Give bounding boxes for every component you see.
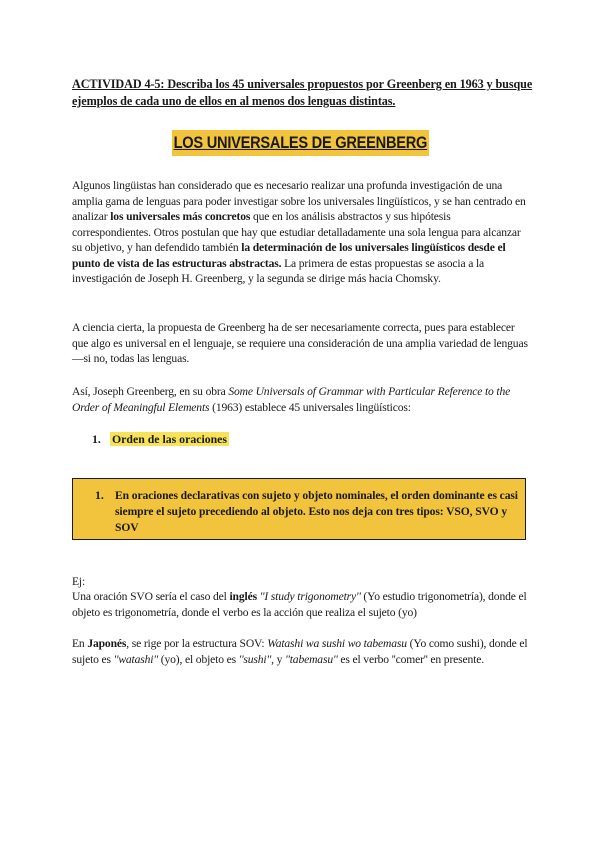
- box-number: 1.: [95, 488, 104, 502]
- italic-span: ''sushi'': [238, 652, 272, 666]
- box-text: En oraciones declarativas con sujeto y objeto nominales, el orden dominante es casi siempre el sujeto precediendo al objeto. Esto nos deja con tres tipos: VSO, SVO y SOV: [115, 489, 518, 534]
- example-label: Ej:: [72, 575, 86, 588]
- bold-span: los universales más concretos: [110, 210, 251, 223]
- text-span: Una oración SVO sería el caso del: [72, 590, 230, 603]
- numbered-list-item: [92, 431, 229, 447]
- universal-callout-box: [72, 478, 526, 540]
- text-span: (1963) establece 45 universales lingüísticos:: [209, 400, 411, 414]
- text-span: Así, Joseph Greenberg, en su obra: [72, 385, 229, 398]
- list-label: Orden de las oraciones: [112, 432, 228, 446]
- bold-span: la determinación de los universales lingüísticos desde el punto de vista de las estructuras abstractas.: [72, 241, 506, 270]
- list-number: 1.: [92, 432, 101, 446]
- english-example-paragraph: [72, 589, 532, 620]
- intro-paragraph: [72, 178, 532, 287]
- text-span: (Yo como sushi), donde el sujeto es: [72, 637, 528, 666]
- text-span: es el verbo ''comer'' en presente.: [337, 652, 484, 666]
- italic-span: ''I study trigonometry'': [259, 590, 361, 603]
- text-span: En: [72, 637, 88, 650]
- text-span: (yo), el objeto es: [158, 652, 239, 666]
- document-title: LOS UNIVERSALES DE GREENBERG: [172, 130, 429, 156]
- third-paragraph: [72, 384, 532, 415]
- italic-span: ''tabemasu'': [285, 652, 338, 666]
- second-paragraph: A ciencia cierta, la propuesta de Greenberg ha de ser necesariamente correcta, pues para establecer que algo es universal en el lenguaje, se requiere una consideración de una amplia variedad de lenguas—si no, todas las lenguas.: [72, 321, 528, 365]
- text-span: Algunos lingüistas han considerado que es necesario realizar una profunda investigación de una amplia gama de lenguas para poder investigar sobre los universales lingüísticos, y se han centrado en analizar: [72, 179, 526, 223]
- japanese-example-paragraph: [72, 636, 532, 667]
- text-span: , se rige por la estructura SOV:: [126, 637, 268, 650]
- italic-title-span: Some Universals of Grammar with Particular Reference to the Order of Meaningful Elements: [72, 385, 511, 414]
- bold-span: inglés: [229, 590, 257, 603]
- text-span: (Yo estudio trigonometría), donde el objeto es trigonometría, donde el verbo es la acción que realiza el sujeto (yo): [72, 590, 527, 619]
- title-container: [0, 130, 600, 156]
- text-span: La primera de estas propuestas se asocia a la investigación de Joseph H. Greenberg, y la segunda se dirige más hacia Chomsky.: [72, 256, 485, 285]
- text-span: , y: [271, 652, 286, 666]
- text-span: que en los análisis abstractos y sus hipótesis correspondientes. Otros postulan que hay que estudiar detalladamente una sola lengua para alcanzar su objetivo, y han defendido también: [72, 210, 521, 254]
- italic-span: Watashi wa sushi wo tabemasu: [267, 637, 407, 650]
- italic-span: ''watashi'': [113, 652, 159, 666]
- activity-heading: ACTIVIDAD 4-5: Describa los 45 universales propuestos por Greenberg en 1963 y busque ejemplos de cada uno de ellos en al menos dos lenguas distintas.: [72, 77, 533, 108]
- bold-span: Japonés: [87, 637, 127, 650]
